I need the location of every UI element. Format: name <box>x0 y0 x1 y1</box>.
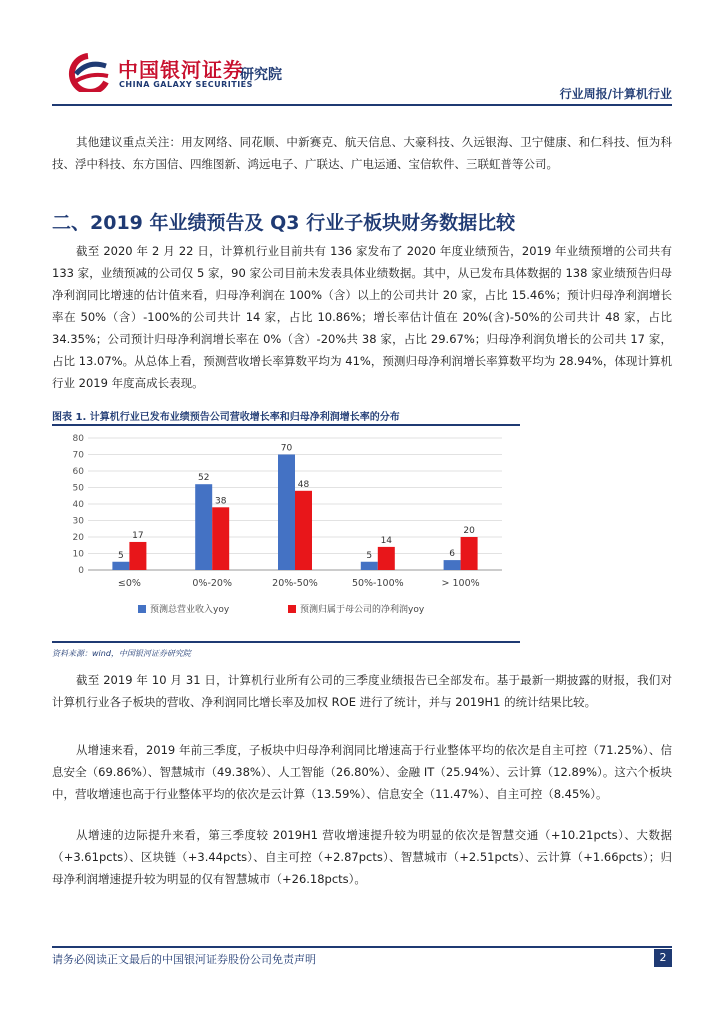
bar-chart <box>66 430 506 630</box>
y-tick-label: 40 <box>72 500 84 510</box>
data-label: 48 <box>297 479 310 490</box>
legend-label: 预测总营业收入yoy <box>150 605 230 615</box>
source-note: 资料来源：wind，中国银河证券研究院 <box>52 649 191 658</box>
legend-label: 预测归属于母公司的净利润yoy <box>300 605 425 615</box>
paragraph-q3: 截至 2019 年 10 月 31 日，计算机行业所有公司的三季度业绩报告已全部发布。基于最新一期披露的财报，我们对计算机行业各子板块的营收、净利润同比增长率及加权 ROE 进行了统计，并与 2019H1 的统计结果比较。 <box>52 673 672 709</box>
bar <box>361 562 378 570</box>
y-tick-label: 80 <box>72 434 84 444</box>
footer-divider <box>52 946 672 948</box>
data-label: 6 <box>449 549 455 560</box>
y-tick-label: 30 <box>72 516 84 527</box>
x-tick-label: 50%-100% <box>351 578 404 589</box>
logo-chinese-name: 中国银河证券 <box>118 58 244 82</box>
data-label: 14 <box>380 535 393 546</box>
figure-top-rule <box>52 424 520 426</box>
report-type: 行业周报/计算机行业 <box>559 87 672 101</box>
y-tick-label: 20 <box>72 533 84 543</box>
paragraph-marginal: 从增速的边际提升来看，第三季度较 2019H1 营收增速提升较为明显的依次是智慧交通（+10.21pcts）、大数据（+3.61pcts）、区块链（+3.44pcts）、自主可控（+2.87pcts）、智慧城市（+2.51pcts）、云计算（+1.66pcts）；归母净利润增速提升较为明显的仅有智慧城市（+26.18pcts）。 <box>52 828 672 886</box>
data-label: 20 <box>463 526 475 536</box>
data-label: 52 <box>197 473 210 484</box>
logo-english-name: CHINA GALAXY SECURITIES <box>119 80 253 89</box>
bar <box>461 537 478 570</box>
bar <box>444 560 461 570</box>
legend-swatch <box>288 605 296 613</box>
y-tick-label: 50 <box>72 483 84 494</box>
bar <box>212 507 229 570</box>
bar <box>129 542 146 570</box>
x-tick-label: > 100% <box>441 578 480 589</box>
legend-swatch <box>138 605 146 613</box>
bar <box>112 562 129 570</box>
data-label: 5 <box>366 550 373 561</box>
footer-disclaimer: 请务必阅读正文最后的中国银河证券股份公司免责声明 <box>52 953 316 966</box>
x-tick-label: 0%-20% <box>192 578 233 589</box>
paragraph-intro: 其他建议重点关注：用友网络、同花顺、中新赛克、航天信息、大豪科技、久远银海、卫宁健康、和仁科技、恒为科技、浮中科技、东方国信、四维图新、鸿远电子、广联达、广电运通、宝信软件、三联虹普等公司。 <box>52 135 672 171</box>
section-title: 二、2019 年业绩预告及 Q3 行业子板块财务数据比较 <box>52 212 516 234</box>
logo-icon <box>62 52 114 92</box>
data-label: 70 <box>280 443 293 454</box>
bar <box>195 484 212 570</box>
y-tick-label: 60 <box>72 467 84 477</box>
figure-caption: 图表 1. 计算机行业已发布业绩预告公司营收增长率和归母净利润增长率的分布 <box>52 412 400 423</box>
paragraph-forecast: 截至 2020 年 2 月 22 日，计算机行业目前共有 136 家发布了 2020 年度业绩预告，2019 年业绩预增的公司共有 133 家，业绩预减的公司仅 5 家，90 家公司目前未发表具体业绩数据。其中，从已发布具体数据的 138 家业绩预告归母净利润同比增速的估计值来看，归母净利润在 100%（含）以上的公司共计 20 家，占比 15.46%；预计归母净利润增长率在 50%（含）-100%的公司共计 14 家，占比 10.86%；增长率估计值在 20%(含)-50%的公司共计 48 家，占比 34.35%；公司预计归母净利润增长率在 0%（含）-20%共 38 家，占比 29.67%；归母净利润负增长的公司共 17 家，占比 13.07%。从总体上看，预测营收增长率算数平均为 41%，预测归母净利润增长率算数平均为 28.94%，体现计算机行业 2019 年度高成长表现。 <box>52 244 672 390</box>
data-label: 38 <box>214 496 227 507</box>
institute-label: 研究院 <box>240 67 282 83</box>
x-tick-label: 20%-50% <box>272 578 318 589</box>
page-number: 2 <box>654 949 672 967</box>
data-label: 17 <box>132 530 144 541</box>
y-tick-label: 70 <box>72 450 84 461</box>
bar <box>295 491 312 570</box>
figure-bottom-rule <box>52 641 520 643</box>
bar <box>378 547 395 570</box>
header-divider <box>52 104 672 106</box>
bar <box>278 455 295 571</box>
data-label: 5 <box>118 550 124 561</box>
x-tick-label: ≤0% <box>117 578 141 589</box>
y-tick-label: 0 <box>78 566 84 576</box>
paragraph-growth: 从增速来看，2019 年前三季度，子板块中归母净利润同比增速高于行业整体平均的依次是自主可控（71.25%）、信息安全（69.86%）、智慧城市（49.38%）、人工智能（26.80%）、金融 IT（25.94%）、云计算（12.89%）。这六个板块中，营收增速也高于行业整体平均的依次是云计算（13.59%）、信息安全（11.47%）、自主可控（8.45%）。 <box>52 743 672 801</box>
y-tick-label: 10 <box>72 549 84 560</box>
